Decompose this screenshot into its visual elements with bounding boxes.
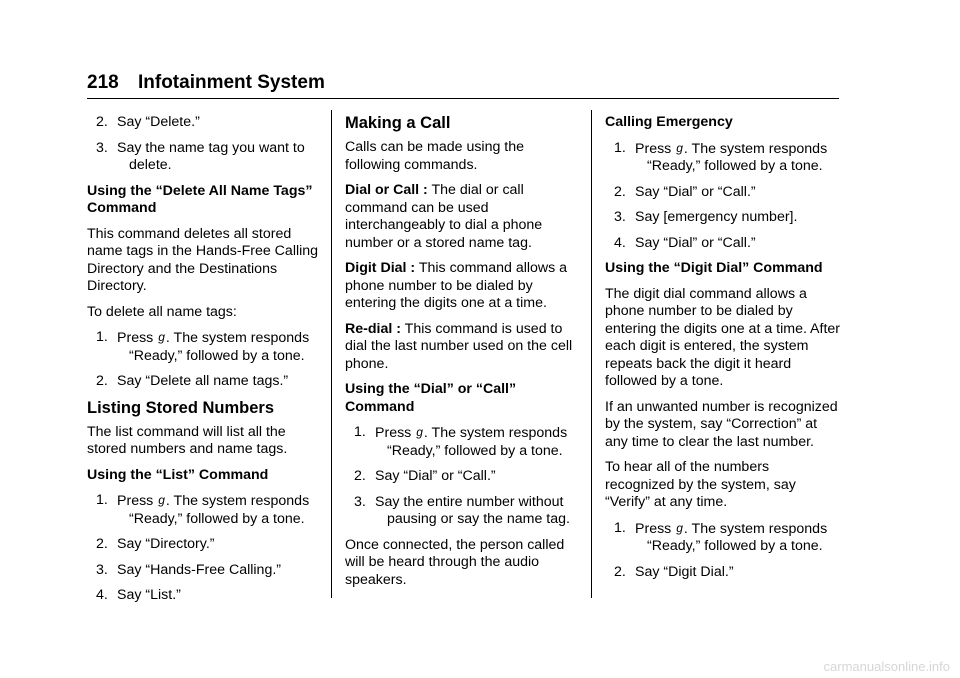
page-title: Infotainment System [137,72,325,93]
paragraph: This command deletes all stored name tags in the Hands-Free Calling Directory and the Destinations Directory. [87,225,319,294]
paragraph: Once connected, the person called will be heard through the audio speakers. [345,536,565,588]
list-item: 4. Say “List.” [96,587,181,603]
paragraph: Dial or Call : The dial or call command can be used interchangeably to dial a phone number or a stored name tag. [345,182,543,251]
phone-icon: g [158,493,165,507]
list-item: 1. Press g. The system responds “Ready,” followed by a tone. [96,492,310,527]
list-item: 3. Say [emergency number]. [614,209,798,225]
phone-icon: g [416,425,423,439]
subheading: Calling Emergency [605,114,733,130]
paragraph: To hear all of the numbers recognized by the system, say “Verify” at any time. [605,459,796,510]
paragraph: To delete all name tags: [87,303,237,320]
subheading: Using the “Dial” or “Call” Command [345,381,517,415]
page-header [87,72,325,94]
list-item: 2. Say “Delete.” [96,114,200,130]
column-divider-1 [331,110,332,598]
paragraph: Re-dial : This command is used to dial the last number used on the cell phone. [345,320,573,372]
paragraph: The digit dial command allows a phone number to be dialed by entering the digits one at a time. After each digit is entered, the system repeats back the digit it heard followed by a tone. [605,285,841,389]
column-divider-2 [591,110,592,598]
subheading: Using the “List” Command [87,466,269,483]
list-item: 4. Say “Dial” or “Call.” [614,234,756,251]
list-item: 2. Say “Delete all name tags.” [96,373,289,389]
column-2 [345,114,581,597]
phone-icon: g [676,520,683,535]
paragraph: Calls can be made using the following commands. [345,139,525,173]
list-item: 2. Say “Directory.” [96,536,215,552]
paragraph: The list command will list all the stored numbers and name tags. [87,423,288,457]
list-item: 2. Say “Digit Dial.” [614,563,734,580]
list-item: 3. Say “Hands-Free Calling.” [96,561,282,578]
list-item: 3. Say the entire number without pausing or say the name tag. [354,493,570,527]
page-number: 218 [87,72,119,93]
phone-icon: g [158,330,165,344]
list-item: 1. Press g. The system responds “Ready,” followed by a tone. [354,424,568,459]
paragraph: If an unwanted number is recognized by the system, say “Correction” at any time to clear the last number. [605,398,838,450]
column-1 [87,114,325,613]
section-heading: Listing Stored Numbers [87,398,275,417]
list-item: 3. Say the name tag you want to delete. [96,139,305,173]
list-item: 2. Say “Dial” or “Call.” [354,468,496,484]
phone-icon: g [676,140,683,155]
column-3 [605,114,841,589]
list-item: 1. Press g. The system responds “Ready,” followed by a tone. [614,519,828,554]
list-item: 1. Press g. The system responds “Ready,” followed by a tone. [614,139,828,174]
list-item: 1. Press g. The system responds “Ready,” followed by a tone. [96,329,310,364]
list-item: 2. Say “Dial” or “Call.” [614,183,756,200]
header-rule [87,98,839,99]
subheading: Using the “Digit Dial” Command [605,260,823,276]
section-heading: Making a Call [345,114,451,132]
subheading: Using the “Delete All Name Tags” Command [87,182,313,216]
paragraph: Digit Dial : This command allows a phone number to be dialed by entering the digits one at a time. [345,260,568,311]
watermark: carmanualsonline.info [823,659,950,674]
